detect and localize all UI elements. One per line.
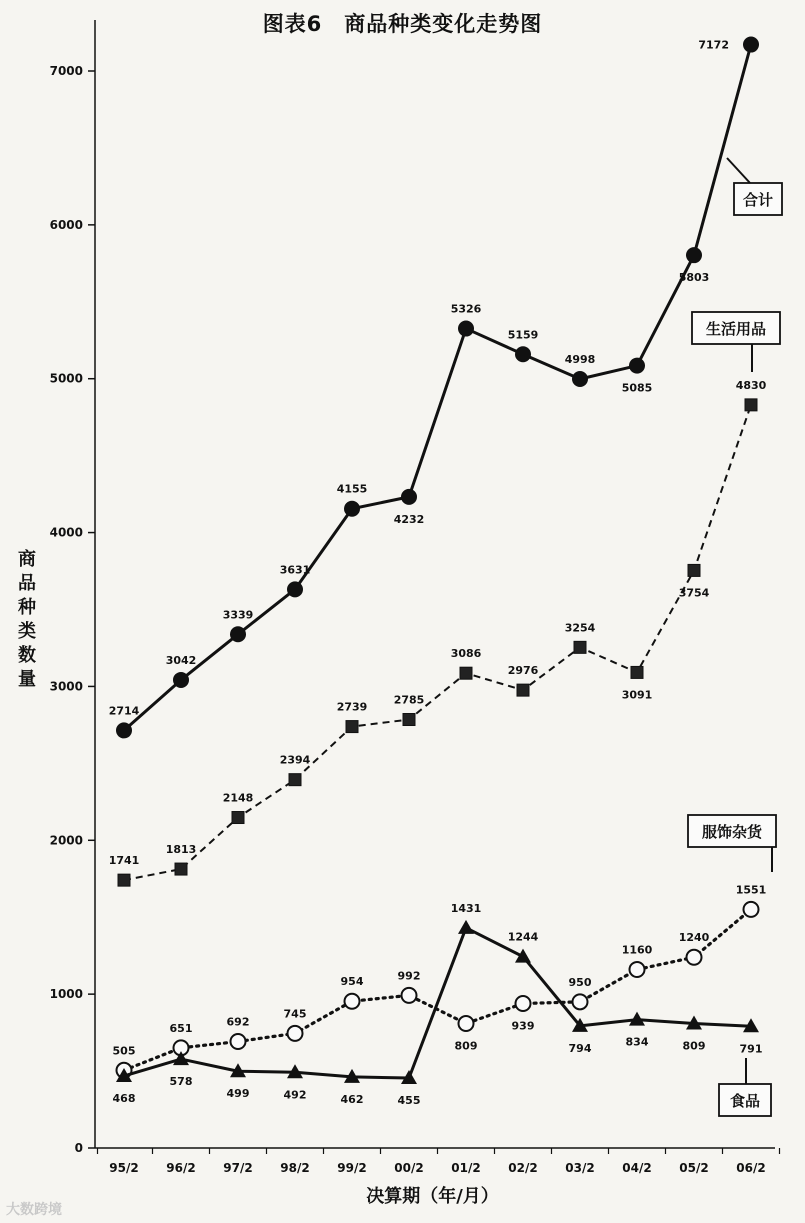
marker-point — [572, 371, 588, 387]
marker-point — [515, 346, 531, 362]
data-label: 1244 — [507, 930, 539, 944]
data-label: 4232 — [393, 512, 425, 526]
data-label: 4155 — [336, 482, 368, 496]
marker-point — [687, 950, 702, 965]
x-tick-label: 98/2 — [280, 1161, 310, 1175]
marker-point — [230, 626, 246, 642]
legend-leader — [727, 158, 750, 183]
x-tick-label: 99/2 — [337, 1161, 367, 1175]
data-label: 5085 — [621, 381, 653, 395]
y-tick-label: 4000 — [49, 525, 83, 540]
data-label: 7172 — [698, 38, 729, 52]
data-label: 950 — [568, 975, 592, 989]
data-label: 3754 — [678, 586, 710, 600]
marker-point — [458, 920, 474, 934]
marker-point — [517, 684, 529, 696]
x-tick-label: 01/2 — [451, 1161, 481, 1175]
data-label: 745 — [283, 1007, 307, 1021]
watermark: 大数跨境 — [6, 1202, 62, 1218]
marker-point — [630, 962, 645, 977]
data-label: 1240 — [678, 931, 710, 945]
y-axis-title: 商品种类数量 — [18, 549, 36, 690]
marker-point — [288, 1026, 303, 1041]
marker-point — [743, 37, 759, 53]
data-label: 5803 — [678, 271, 710, 285]
marker-point — [401, 489, 417, 505]
legend-label: 合计 — [742, 191, 774, 209]
data-label: 3091 — [621, 688, 653, 702]
data-label: 2976 — [507, 664, 539, 678]
data-label: 5159 — [507, 328, 539, 342]
marker-point — [744, 902, 759, 917]
y-tick-label: 0 — [74, 1141, 83, 1155]
y-tick-label: 2000 — [49, 833, 83, 848]
marker-point — [175, 863, 187, 875]
data-label: 499 — [226, 1087, 250, 1101]
y-tick-label: 6000 — [49, 217, 83, 232]
data-label: 505 — [112, 1044, 136, 1058]
series-line-1 — [124, 405, 751, 880]
data-label: 455 — [397, 1093, 421, 1107]
marker-point — [345, 994, 360, 1009]
marker-point — [173, 672, 189, 688]
marker-point — [458, 321, 474, 337]
data-label: 809 — [454, 1039, 478, 1053]
data-label: 492 — [283, 1088, 307, 1102]
x-tick-label: 02/2 — [508, 1161, 538, 1175]
y-tick-label: 1000 — [49, 987, 83, 1002]
marker-point — [402, 988, 417, 1003]
data-label: 3631 — [279, 563, 311, 577]
data-label: 4998 — [564, 353, 596, 367]
y-tick-label: 5000 — [49, 371, 83, 386]
x-tick-label: 05/2 — [679, 1161, 709, 1175]
marker-point — [460, 667, 472, 679]
data-label: 809 — [682, 1039, 706, 1053]
data-label: 954 — [340, 975, 364, 989]
y-tick-label: 3000 — [49, 679, 83, 694]
marker-point — [629, 358, 645, 374]
legend-label: 生活用品 — [705, 320, 767, 338]
marker-point — [573, 994, 588, 1009]
data-label: 834 — [625, 1035, 649, 1049]
data-label: 992 — [397, 969, 421, 983]
marker-point — [287, 581, 303, 597]
marker-point — [574, 641, 586, 653]
marker-point — [459, 1016, 474, 1031]
data-label: 3086 — [450, 647, 482, 661]
marker-point — [631, 666, 643, 678]
series-line-0 — [124, 45, 751, 731]
marker-point — [289, 774, 301, 786]
data-label: 2394 — [279, 753, 311, 767]
legend-label: 服饰杂货 — [701, 823, 763, 841]
x-tick-label: 06/2 — [736, 1161, 766, 1175]
data-label: 939 — [511, 1019, 535, 1033]
y-tick-label: 7000 — [49, 64, 83, 78]
data-label: 2739 — [336, 700, 368, 714]
marker-point — [232, 812, 244, 824]
data-label: 2714 — [108, 704, 140, 718]
x-axis-title: 决算期（年/月） — [366, 1186, 499, 1207]
x-tick-label: 95/2 — [109, 1161, 139, 1175]
marker-point — [231, 1034, 246, 1049]
marker-point — [515, 949, 531, 963]
marker-point — [403, 714, 415, 726]
data-label: 462 — [340, 1092, 364, 1106]
data-label: 5326 — [450, 302, 482, 316]
data-label: 651 — [169, 1021, 193, 1035]
data-label: 791 — [739, 1042, 763, 1056]
legend-label: 食品 — [729, 1092, 761, 1110]
series-line-3 — [124, 928, 751, 1078]
data-label: 1551 — [735, 883, 767, 897]
data-label: 2785 — [393, 693, 425, 707]
data-label: 692 — [226, 1015, 250, 1029]
marker-point — [344, 501, 360, 517]
marker-point — [688, 564, 700, 576]
marker-point — [516, 996, 531, 1011]
data-label: 1160 — [621, 943, 653, 957]
data-label: 3254 — [564, 621, 596, 635]
data-label: 794 — [568, 1041, 592, 1055]
data-label: 1431 — [450, 901, 482, 915]
data-label: 1813 — [165, 843, 197, 857]
marker-point — [686, 247, 702, 263]
marker-point — [118, 874, 130, 886]
marker-point — [116, 722, 132, 738]
data-label: 4830 — [735, 378, 767, 392]
x-tick-label: 97/2 — [223, 1161, 253, 1175]
marker-point — [745, 399, 757, 411]
data-label: 3042 — [165, 653, 197, 667]
data-label: 578 — [169, 1075, 193, 1089]
data-label: 468 — [112, 1091, 136, 1105]
marker-point — [346, 721, 358, 733]
x-tick-label: 96/2 — [166, 1161, 196, 1175]
chart-title: 图表6 商品种类变化走势图 — [262, 12, 543, 36]
data-label: 2148 — [222, 791, 254, 805]
x-tick-label: 04/2 — [622, 1161, 652, 1175]
data-label: 1741 — [108, 854, 140, 868]
x-tick-label: 03/2 — [565, 1161, 595, 1175]
x-tick-label: 00/2 — [394, 1161, 424, 1175]
series-line-2 — [124, 909, 751, 1070]
data-label: 3339 — [222, 608, 254, 622]
